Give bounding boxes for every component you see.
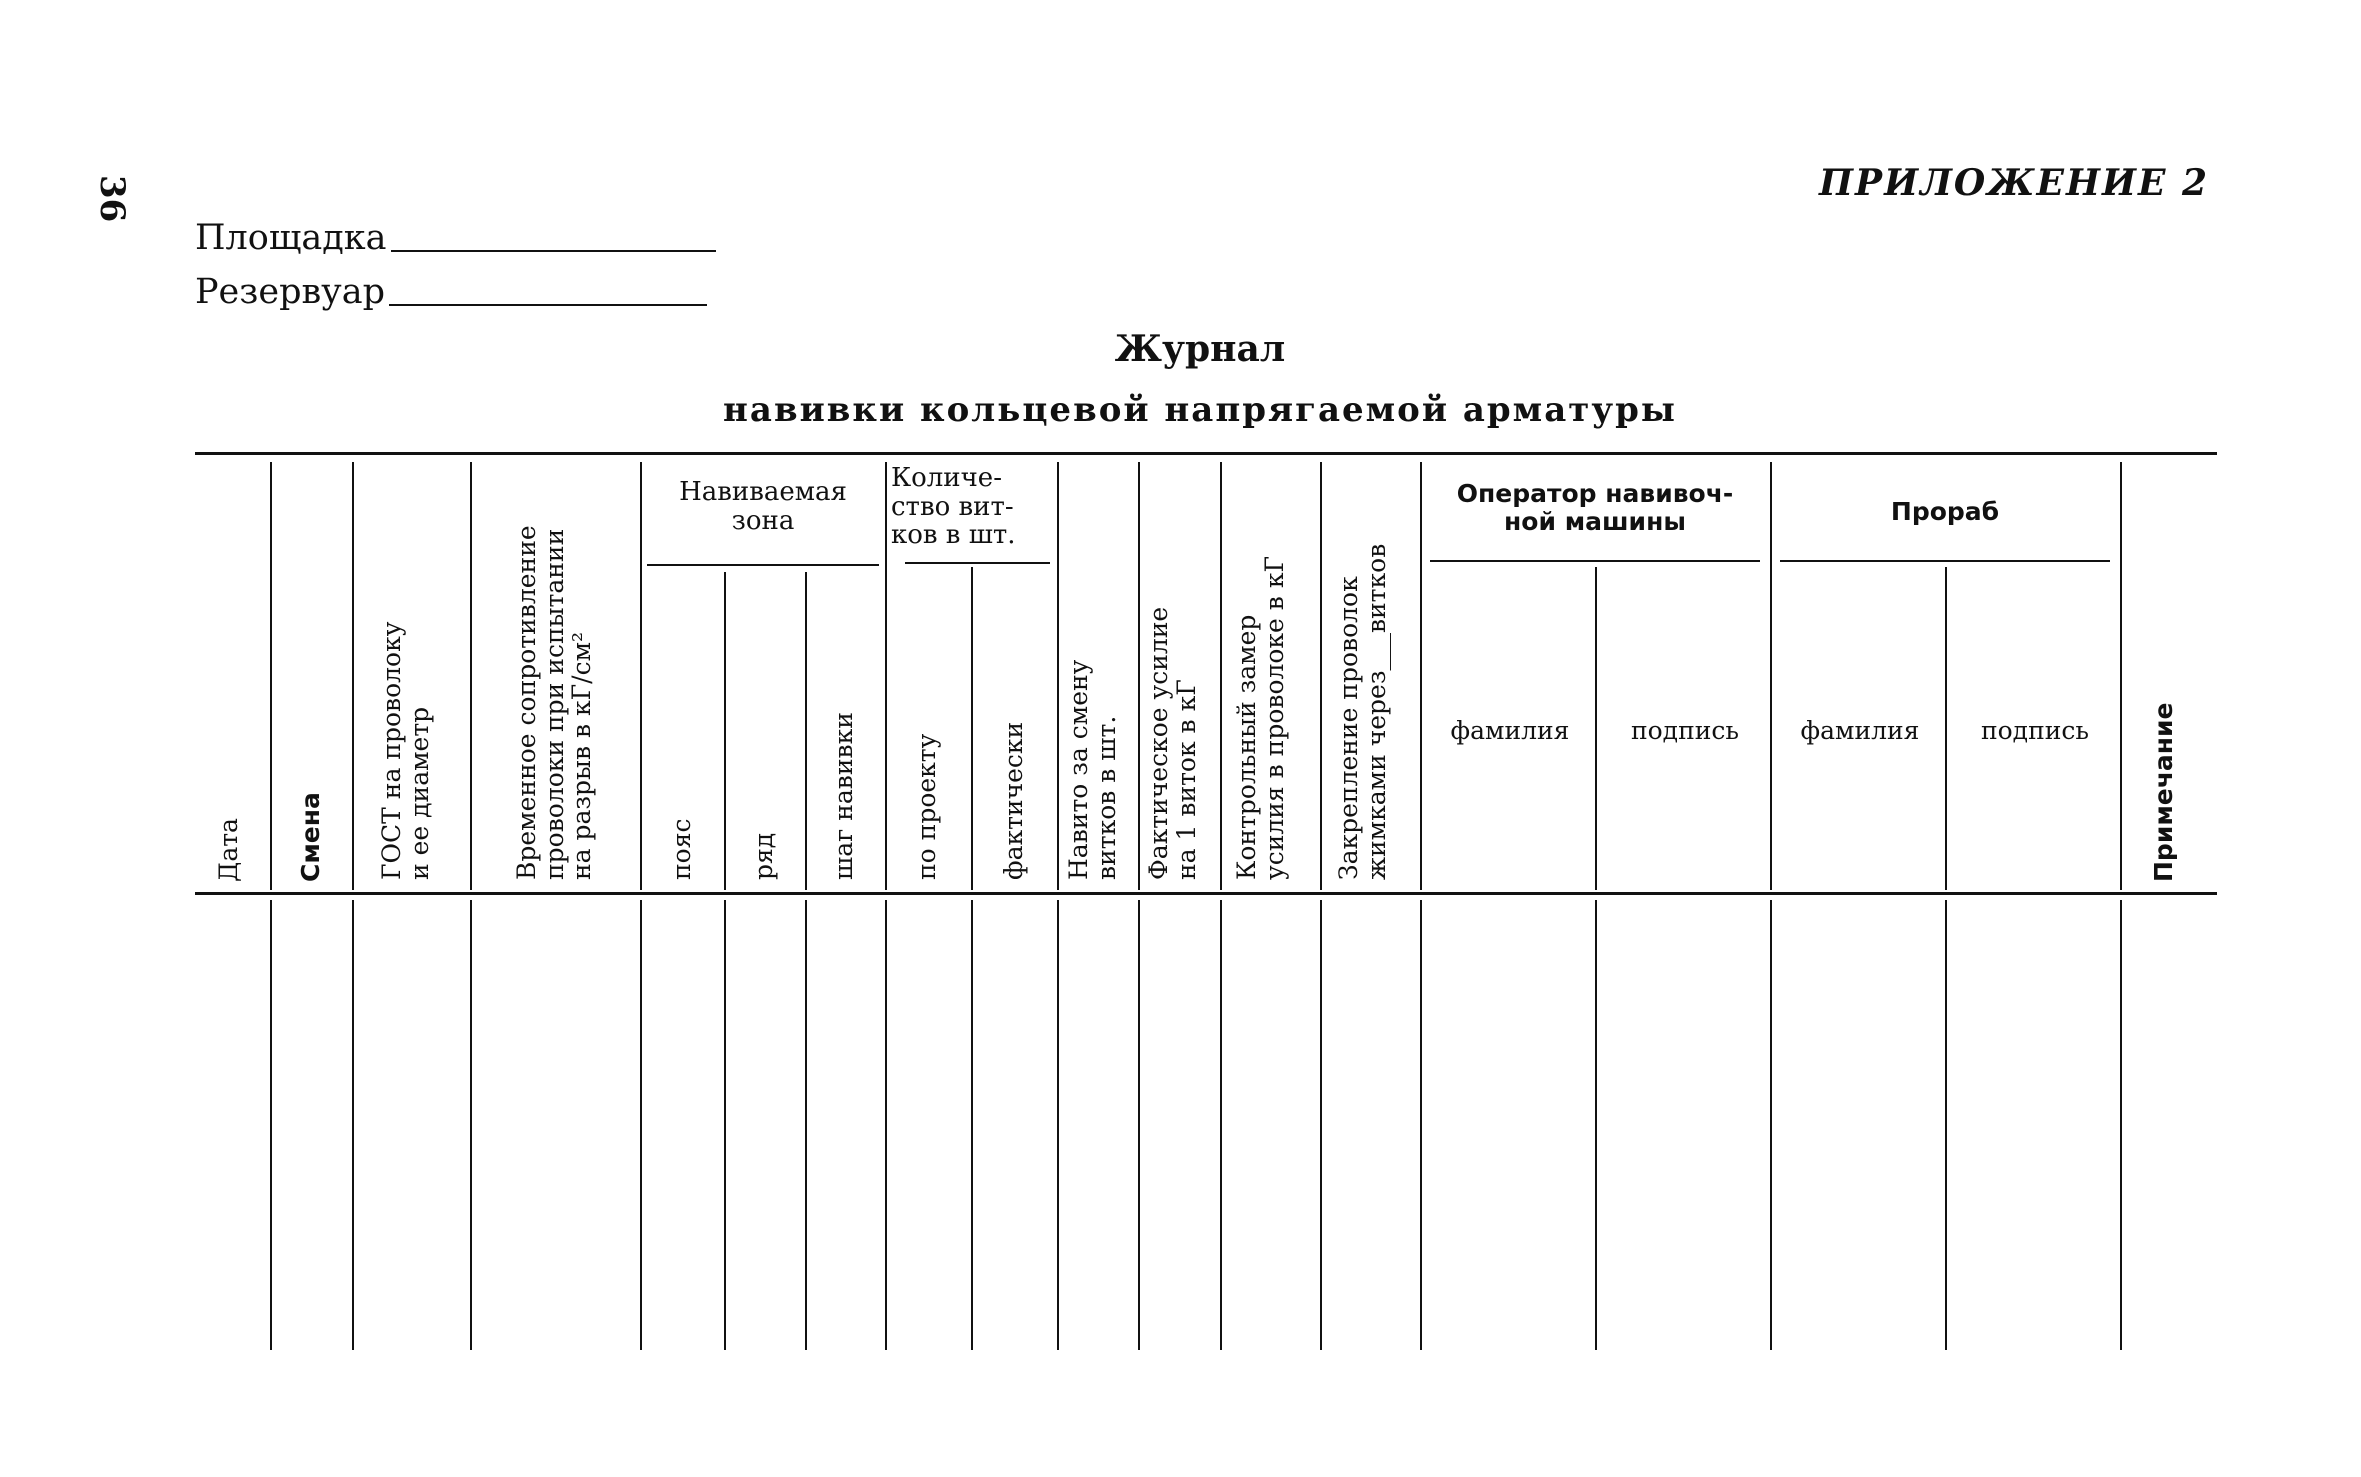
col-foreman-sign: подпись xyxy=(1980,716,2090,745)
tank-field xyxy=(195,272,707,312)
col-control: Контрольный замер усилия в проволоке в кГ xyxy=(1232,556,1289,880)
page-number: 36 xyxy=(92,175,132,223)
col-foreman: Прораб xyxy=(1890,497,2000,526)
col-turns-actual: фактически xyxy=(999,721,1028,880)
col-operator-sign: подпись xyxy=(1630,716,1740,745)
header-bottom-rule xyxy=(195,892,2217,895)
site-label: Площадка xyxy=(195,218,387,258)
site-field xyxy=(195,218,716,258)
col-date: Дата xyxy=(214,818,243,882)
tank-blank-line[interactable] xyxy=(389,304,707,306)
col-note: Примечание xyxy=(2149,702,2178,882)
col-operator: Оператор навивоч- ной машины xyxy=(1456,479,1734,536)
col-turns-project: по проекту xyxy=(912,733,941,880)
journal-title: Журнал xyxy=(1114,328,1286,370)
journal-subtitle: навивки кольцевой напрягаемой арматуры xyxy=(723,390,1677,430)
col-wound: Навито за смену витков в шт. xyxy=(1064,659,1121,880)
col-operator-name: фамилия xyxy=(1450,716,1570,745)
col-force: Фактическое усилие на 1 виток в кГ xyxy=(1144,606,1201,880)
appendix-label: ПРИЛОЖЕНИЕ 2 xyxy=(1818,162,2209,204)
journal-table xyxy=(195,452,2217,1352)
col-strength: Временное сопротивление проволоки при испытании на разрыв в кГ/см² xyxy=(512,525,596,880)
col-shift: Смена xyxy=(296,792,325,882)
col-zone: Навиваемая зона xyxy=(679,477,847,536)
col-zone-step: шаг навивки xyxy=(829,712,858,880)
col-turns: Количе- ство вит- ков в шт. xyxy=(891,463,1016,551)
col-zone-row: ряд xyxy=(749,832,778,880)
col-gost: ГОСТ на проволоку и ее диаметр xyxy=(377,621,434,880)
col-zone-belt: пояс xyxy=(667,818,696,880)
site-blank-line[interactable] xyxy=(391,250,716,252)
col-foreman-name: фамилия xyxy=(1800,716,1920,745)
col-fixing: Закрепление проволок жимками через___витков xyxy=(1334,543,1391,880)
tank-label: Резервуар xyxy=(195,272,386,312)
table-top-rule xyxy=(195,452,2217,455)
